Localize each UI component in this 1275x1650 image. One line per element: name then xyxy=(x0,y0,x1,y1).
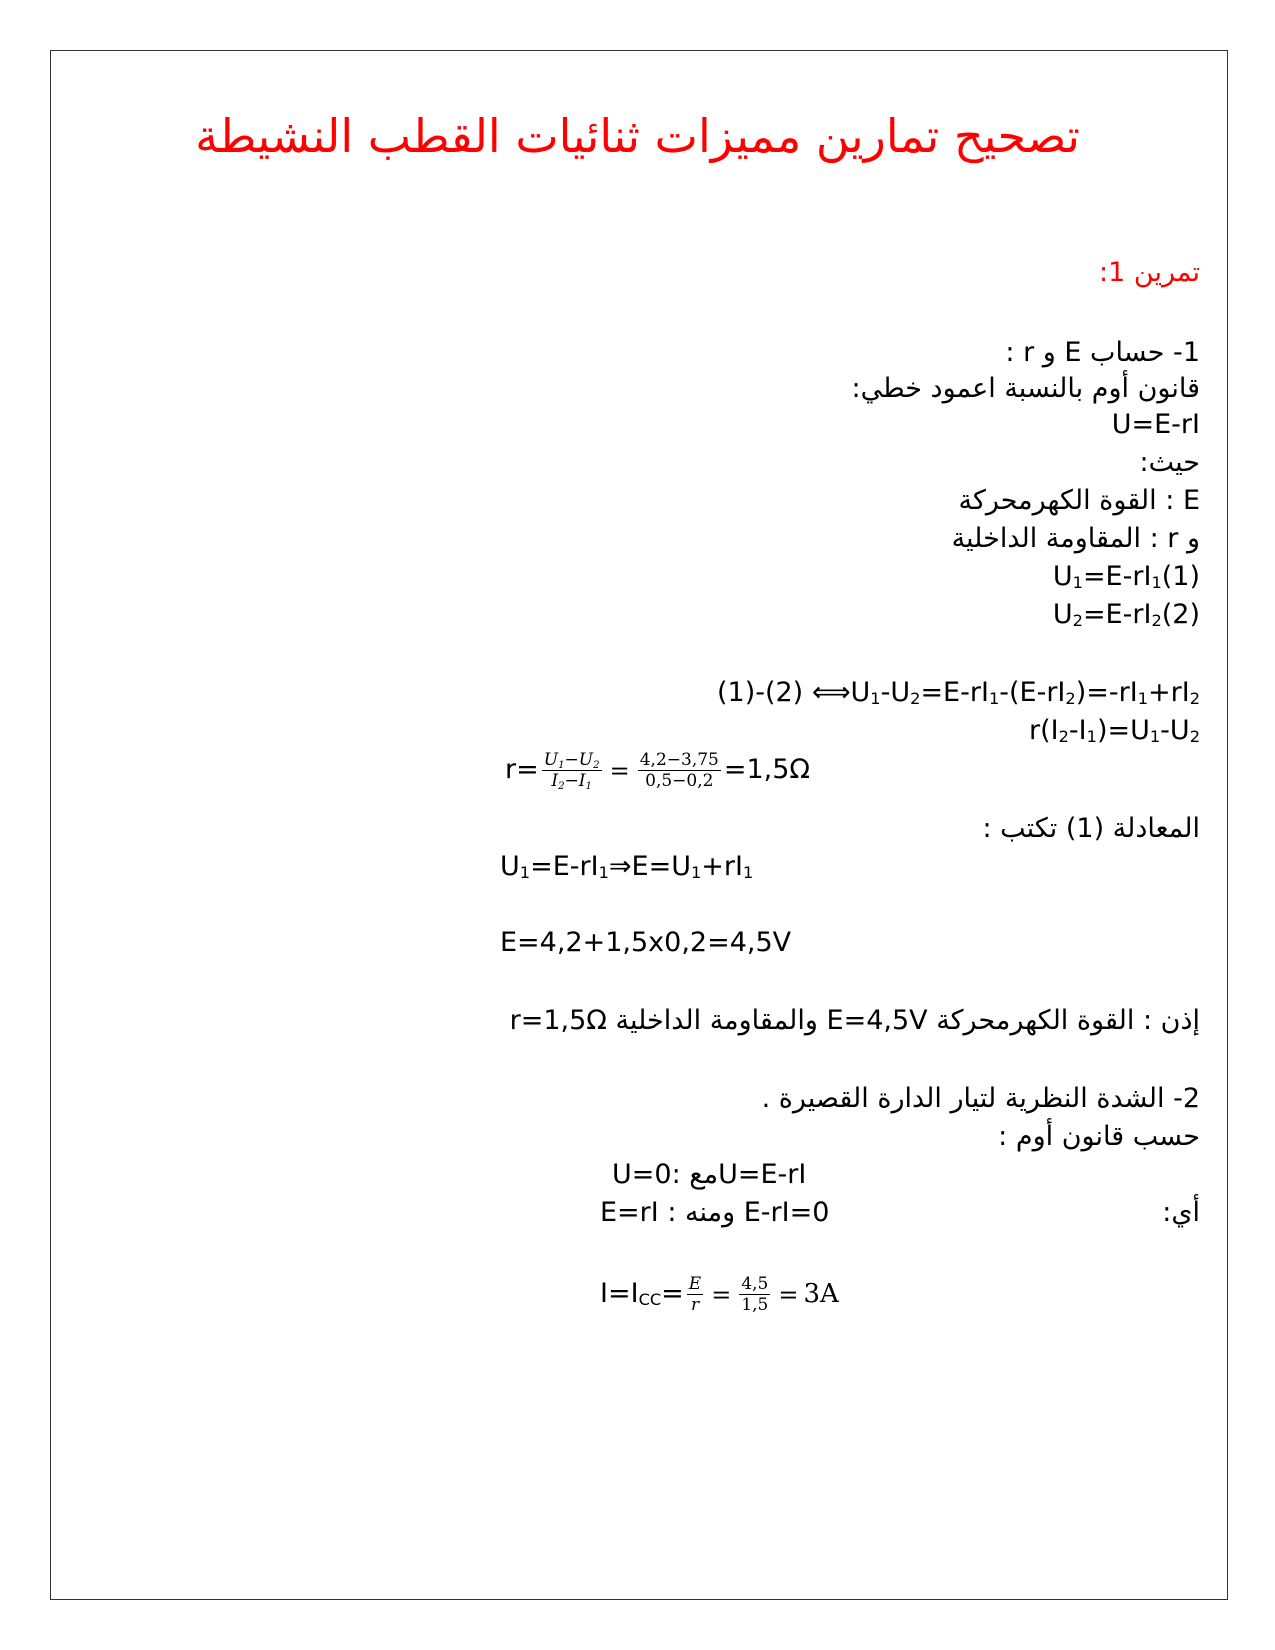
equation-1-writes-label: المعادلة (1) تكتب : xyxy=(982,813,1200,844)
condition-u-zero: U=E-rIمع :U=0 xyxy=(612,1159,807,1190)
ohm-law-label: قانون أوم بالنسبة اعمود خطي: xyxy=(851,373,1200,404)
numeric-fraction: $\frac{4,2-3,75}{0,5-0,2}$ xyxy=(639,750,719,791)
equation-difference: (1)-(2) $⟺U_1-U_2=E-rI_1-(E-rI_2)=-rI_1+rI_2$ xyxy=(716,677,1200,708)
page-title: تصحيح تمارين مميزات ثنائيات القطب النشيطة xyxy=(195,109,1080,163)
symbolic-fraction: $\frac{U_1-U_2}{I_2-I_1}$ xyxy=(543,750,600,792)
conclusion: إذن : القوة الكهرمحركة E=4,5V والمقاومة الداخلية r=1,5Ω xyxy=(509,1005,1200,1036)
where-label: حيث: xyxy=(1139,447,1200,478)
emf-calculation: E=4,2+1,5x0,2=4,5V xyxy=(500,927,792,958)
exercise-heading: تمرين 1: xyxy=(1099,257,1200,288)
by-ohm-law-label: حسب قانون أوم : xyxy=(998,1121,1200,1152)
short-circuit-relation: E-rI=0 ومنه : E=rI xyxy=(600,1197,830,1228)
equation-rearranged: $r(I_2-I_1)=U_1-U_2$ xyxy=(1028,715,1200,746)
equation-2: $U_2=E-rI_2(2)$ xyxy=(1052,599,1200,630)
ohm-law-formula: U=E-rI xyxy=(1111,409,1200,440)
question-1-heading: 1- حساب E و r : xyxy=(1005,337,1200,368)
short-circuit-current: $I=I_{CC}=$ $\frac{E}{r}$ = $\frac{4,5}{1,5}$ = 3A xyxy=(600,1274,839,1315)
resistance-calculation: r= $\frac{U_1-U_2}{I_2-I_1}$ = $\frac{4,2-3,75}{0,5-0,2}$ =1,5Ω xyxy=(505,750,811,792)
resistance-definition: و r : المقاومة الداخلية xyxy=(951,523,1200,554)
numeric-fraction-icc: $\frac{4,5}{1,5}$ xyxy=(741,1274,769,1315)
that-is-label: أي: xyxy=(1162,1197,1200,1228)
question-2-heading: 2- الشدة النظرية لتيار الدارة القصيرة . xyxy=(761,1083,1200,1114)
equation-1: $U_1=E-rI_1(1)$ xyxy=(1052,561,1200,592)
symbolic-fraction-icc: $\frac{E}{r}$ xyxy=(688,1274,702,1315)
emf-definition: E : القوة الكهرمحركة xyxy=(958,485,1200,516)
emf-expression: $U_1=E-rI_1\Rightarrow E=U_1+rI_1$ xyxy=(500,851,754,882)
